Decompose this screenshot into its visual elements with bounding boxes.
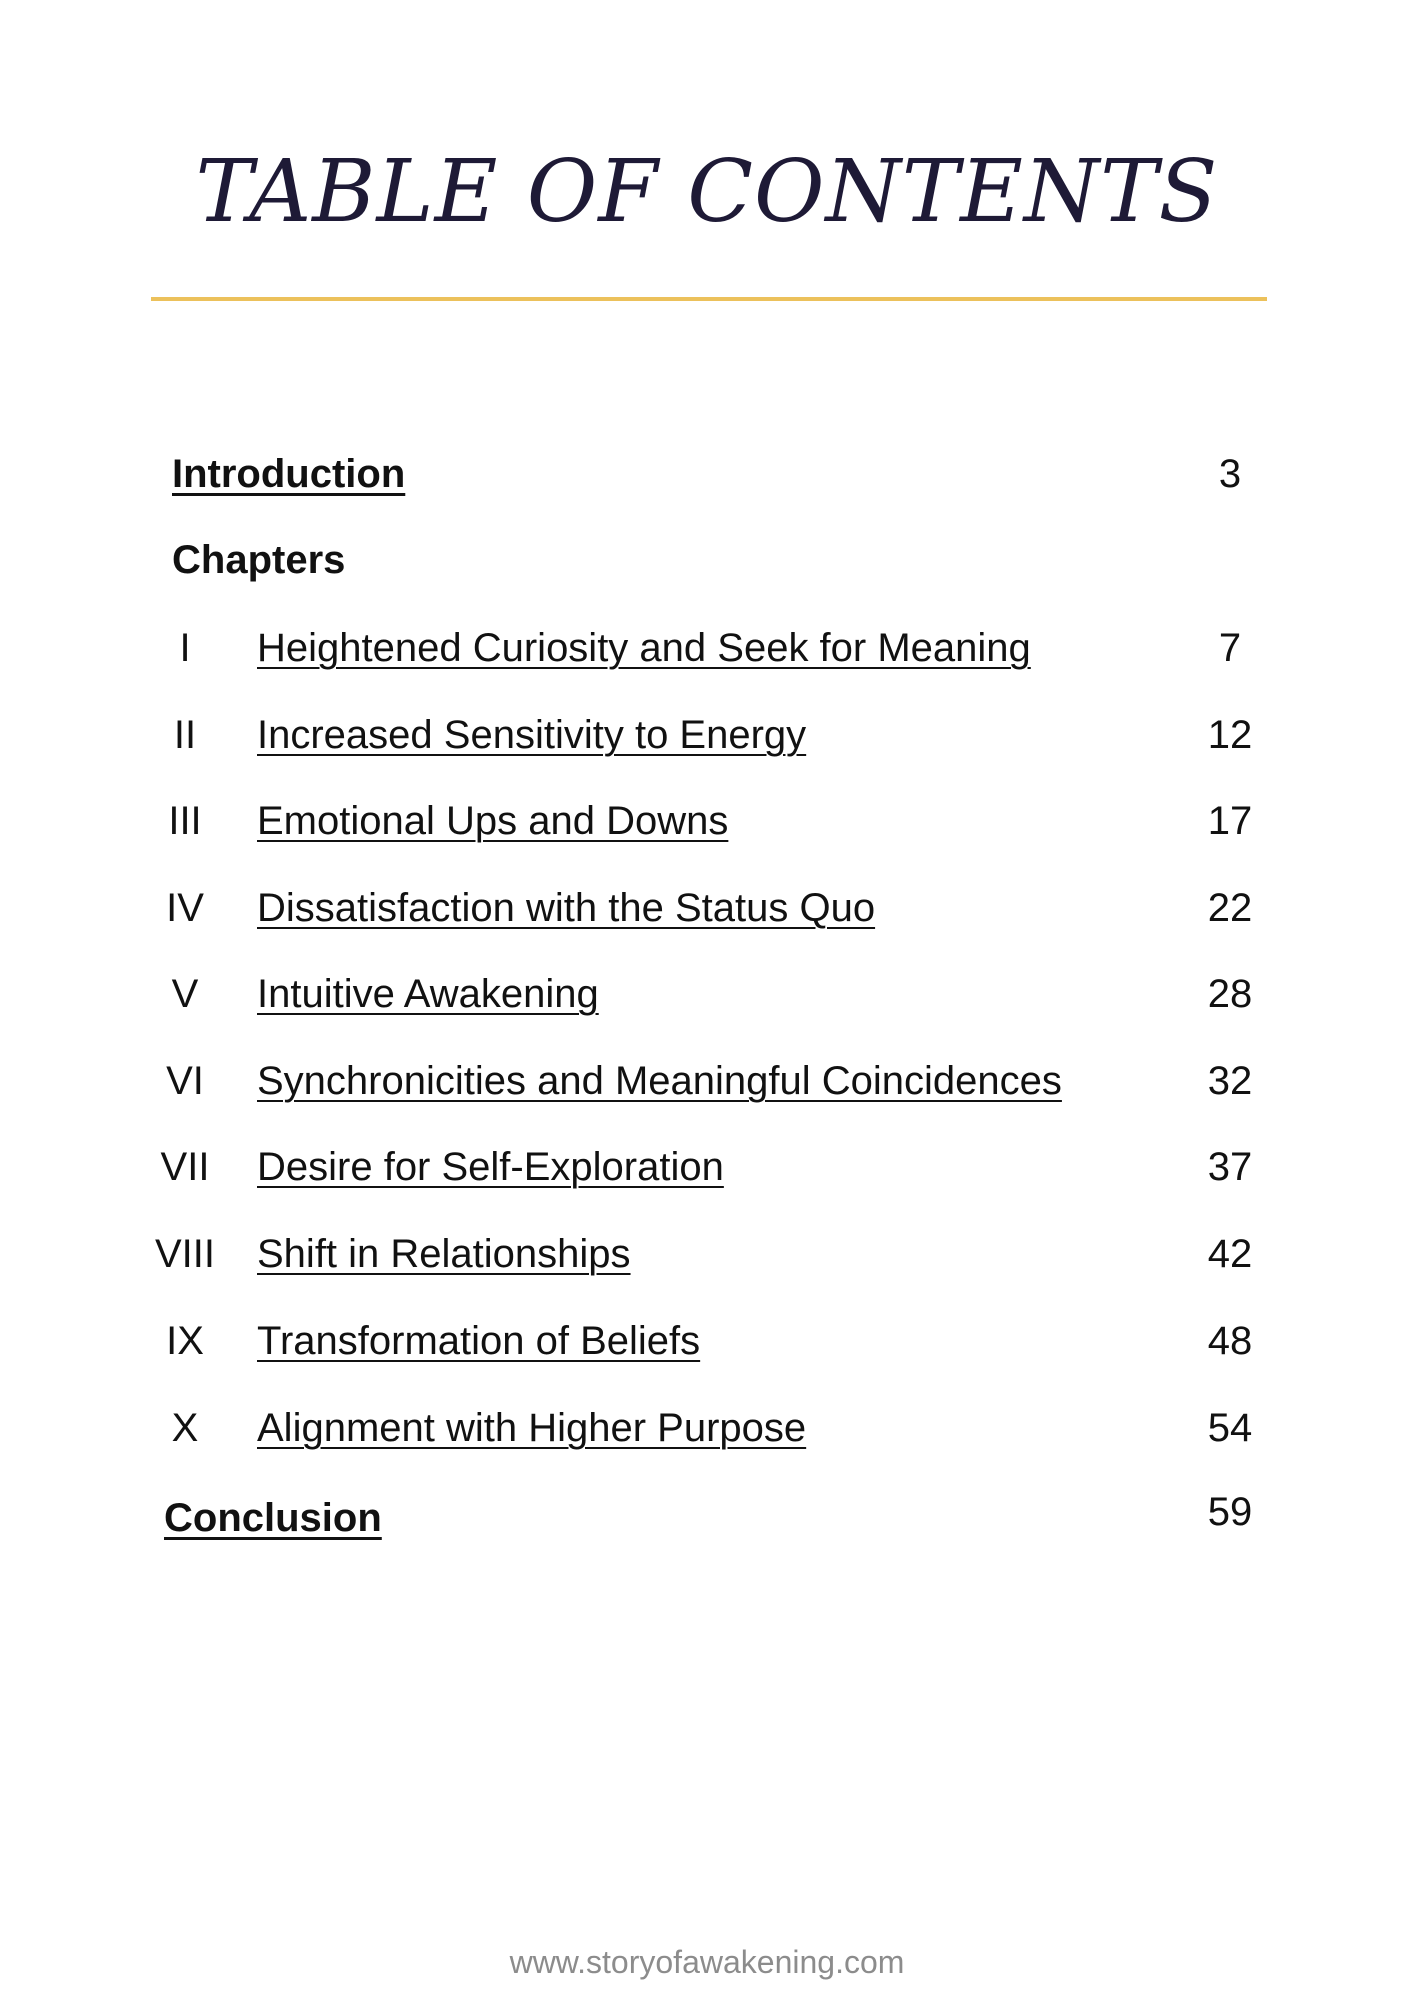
chapter-page-number: 37	[1207, 1145, 1253, 1189]
chapter-numeral: VII	[160, 1145, 210, 1189]
introduction-link[interactable]: Introduction	[172, 452, 406, 496]
chapter-link[interactable]: Shift in Relationships	[257, 1232, 631, 1276]
chapter-page-number: 22	[1207, 886, 1253, 930]
chapter-numeral: X	[171, 1406, 199, 1450]
chapter-link[interactable]: Desire for Self-Exploration	[257, 1145, 724, 1189]
chapter-page-number: 42	[1207, 1232, 1253, 1276]
chapter-page-number: 17	[1207, 799, 1253, 843]
chapter-numeral: IX	[166, 1319, 204, 1363]
title-divider	[151, 297, 1267, 301]
chapter-link[interactable]: Heightened Curiosity and Seek for Meaning	[257, 626, 1031, 670]
chapter-page-number: 12	[1207, 713, 1253, 757]
chapter-numeral: III	[168, 799, 202, 843]
chapter-link[interactable]: Alignment with Higher Purpose	[257, 1406, 807, 1450]
chapter-link[interactable]: Dissatisfaction with the Status Quo	[257, 886, 876, 930]
conclusion-link[interactable]: Conclusion	[164, 1496, 382, 1540]
chapter-numeral: IV	[166, 886, 204, 930]
chapter-page-number: 7	[1218, 626, 1242, 670]
introduction-page-number: 3	[1218, 452, 1242, 496]
chapters-heading: Chapters	[172, 538, 346, 582]
chapter-numeral: I	[179, 626, 191, 670]
chapter-link[interactable]: Emotional Ups and Downs	[257, 799, 729, 843]
chapter-link[interactable]: Transformation of Beliefs	[257, 1319, 701, 1363]
chapter-page-number: 28	[1207, 972, 1253, 1016]
page-title: TABLE OF CONTENTS	[195, 142, 1219, 242]
conclusion-page-number: 59	[1207, 1490, 1253, 1534]
footer-website-url: www.storyofawakening.com	[509, 1944, 905, 1980]
chapter-numeral: VIII	[154, 1232, 216, 1276]
chapter-link[interactable]: Synchronicities and Meaningful Coincidences	[257, 1059, 1062, 1103]
chapter-page-number: 32	[1207, 1059, 1253, 1103]
chapter-page-number: 54	[1207, 1406, 1253, 1450]
chapter-link[interactable]: Intuitive Awakening	[257, 972, 599, 1016]
chapter-page-number: 48	[1207, 1319, 1253, 1363]
chapter-numeral: II	[173, 713, 197, 757]
chapter-link[interactable]: Increased Sensitivity to Energy	[257, 713, 807, 757]
chapter-numeral: VI	[166, 1059, 204, 1103]
chapter-numeral: V	[171, 972, 199, 1016]
